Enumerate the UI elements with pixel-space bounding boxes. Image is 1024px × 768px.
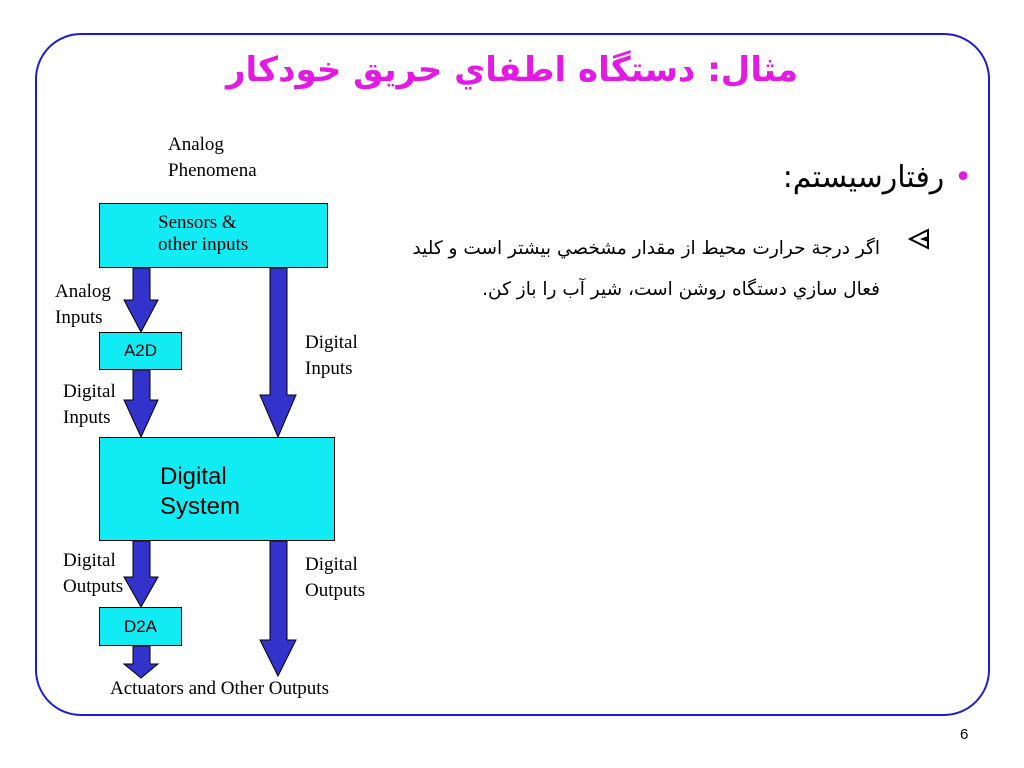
arrow-sensors-to-a2d xyxy=(124,268,158,332)
d2a-label: D2A xyxy=(123,617,158,636)
digital-system-line2: System xyxy=(160,493,241,520)
arrow-system-to-actuators xyxy=(260,541,296,676)
digital-outputs-right-label xyxy=(305,552,365,604)
sensors-line1: Sensors & xyxy=(158,212,237,233)
arrow-a2d-to-system xyxy=(124,370,158,437)
arrow-sensors-to-system xyxy=(260,268,296,437)
digital-outputs-right-line2: Outputs xyxy=(305,580,366,601)
page-number: 6 xyxy=(960,726,969,743)
arrow-d2a-to-actuators xyxy=(124,646,158,678)
analog-phenomena-label xyxy=(168,132,257,184)
analog-inputs-line1: Analog xyxy=(55,281,111,302)
digital-system-line1: Digital xyxy=(160,463,227,490)
digital-system-label xyxy=(160,462,240,522)
a2d-label: A2D xyxy=(123,341,158,360)
digital-inputs-right-label xyxy=(305,330,358,382)
digital-outputs-right-line1: Digital xyxy=(305,554,358,575)
digital-inputs-left-line1: Digital xyxy=(63,381,116,402)
behavior-paragraph: اگر درجة حرارت محيط از مقدار مشخصي بيشتر است و کليد فعال سازي دستگاه روشن است، شير آب را باز کن. xyxy=(412,238,880,300)
heading-text: رفتارسیستم: xyxy=(782,160,945,195)
analog-inputs-line2: Inputs xyxy=(55,307,103,328)
arrow-bullet-icon xyxy=(906,228,930,250)
analog-phenomena-line2: Phenomena xyxy=(168,160,257,181)
sensors-line2: other inputs xyxy=(158,234,249,255)
arrow-system-to-d2a xyxy=(124,541,158,607)
actuators-label: Actuators and Other Outputs xyxy=(110,678,329,699)
system-behavior-heading xyxy=(783,160,972,195)
digital-inputs-left-label xyxy=(63,379,116,431)
sensors-label xyxy=(158,212,248,256)
analog-phenomena-line1: Analog xyxy=(168,134,224,155)
digital-inputs-right-line1: Digital xyxy=(305,332,358,353)
digital-outputs-left-line2: Outputs xyxy=(63,576,124,597)
digital-inputs-left-line2: Inputs xyxy=(63,407,111,428)
digital-outputs-left-line1: Digital xyxy=(63,550,116,571)
analog-inputs-label xyxy=(55,279,111,331)
bullet-icon: • xyxy=(954,160,972,195)
slide-title: مثال: دستگاه اطفاي حريق خودکار xyxy=(225,50,799,90)
digital-inputs-right-line2: Inputs xyxy=(305,358,353,379)
digital-outputs-left-label xyxy=(63,548,123,600)
